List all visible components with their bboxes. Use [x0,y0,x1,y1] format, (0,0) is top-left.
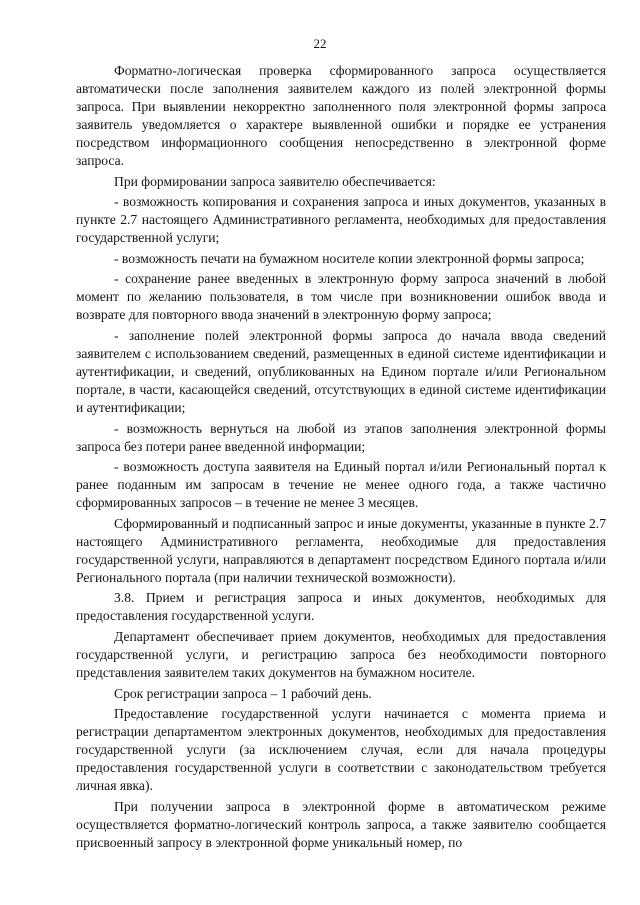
list-item-save-values: - сохранение ранее введенных в электронную форму запроса значений в любой момент по желанию пользователя, в том числе при возникновении ошибок ввода и возврате для повторного ввода значений в электронную форму запроса; [76,271,606,323]
paragraph-registration-term: Срок регистрации запроса – 1 рабочий день. [114,685,372,701]
paragraph-department-reception: Департамент обеспечивает прием документов, необходимых для предоставления государственной услуги, и регистрацию запроса без необходимости повторного представления заявителем таких документов на бумажном носителе. [76,628,606,680]
paragraph-electronic-receipt: При получении запроса в электронной форме в автоматическом режиме осуществляется форматно-логический контроль запроса, а также заявителю сообщается присвоенный запросу в электронной форме уникальный номер, по [76,798,606,850]
paragraph-submission: Сформированный и подписанный запрос и иные документы, указанные в пункте 2.7 настоящего Административного регламента, необходимые для предоставления государственной услуги, направляются в департамент посредством Единого портала и/или Регионального портала (при наличии технической возможности). [76,515,606,585]
list-item-autofill: - заполнение полей электронной формы запроса до начала ввода сведений заявителем с использованием сведений, размещенных в единой системе идентификации и аутентификации, и сведений, опубликованных на Едином портале и/или Региональном портале, в части, касающейся сведений, отсутствующих в единой системе идентификации и аутентификации; [76,327,606,415]
document-body [76,62,606,854]
page-number: 22 [313,36,327,51]
paragraph-format-check: Форматно-логическая проверка сформированного запроса осуществляется автоматически после заполнения заявителем каждого из полей электронной формы запроса. При выявлении некорректно заполненного поля электронной формы запроса заявитель уведомляется о характере выявленной ошибки и порядке ее устранения посредством информационного сообщения непосредственно в электронной форме запроса. [76,63,606,168]
paragraph-service-start: Предоставление государственной услуги начинается с момента приема и регистрации департаментом электронных документов, необходимых для предоставления государственной услуги (за исключением случая, если для начала процедуры предоставления государственной услуги в соответствии с законодательством требуется личная явка). [76,706,606,794]
section-heading-3-8: 3.8. Прием и регистрация запроса и иных документов, необходимых для предоставления государственной услуги. [76,590,606,624]
list-item-print: - возможность печати на бумажном носителе копии электронной формы запроса; [114,250,585,266]
list-item-copy-save: - возможность копирования и сохранения запроса и иных документов, указанных в пункте 2.7 настоящего Административного регламента, необходимых для предоставления государственной услуги; [76,194,606,246]
list-item-access-history: - возможность доступа заявителя на Единый портал и/или Региональный портал к ранее поданным им запросам в течение не менее одного года, а также частично сформированных запросов – в течение не менее 3 месяцев. [76,459,606,511]
paragraph-request-provisions: При формировании запроса заявителю обеспечивается: [114,173,436,189]
list-item-return-step: - возможность вернуться на любой из этапов заполнения электронной формы запроса без потери ранее введенной информации; [76,420,606,454]
